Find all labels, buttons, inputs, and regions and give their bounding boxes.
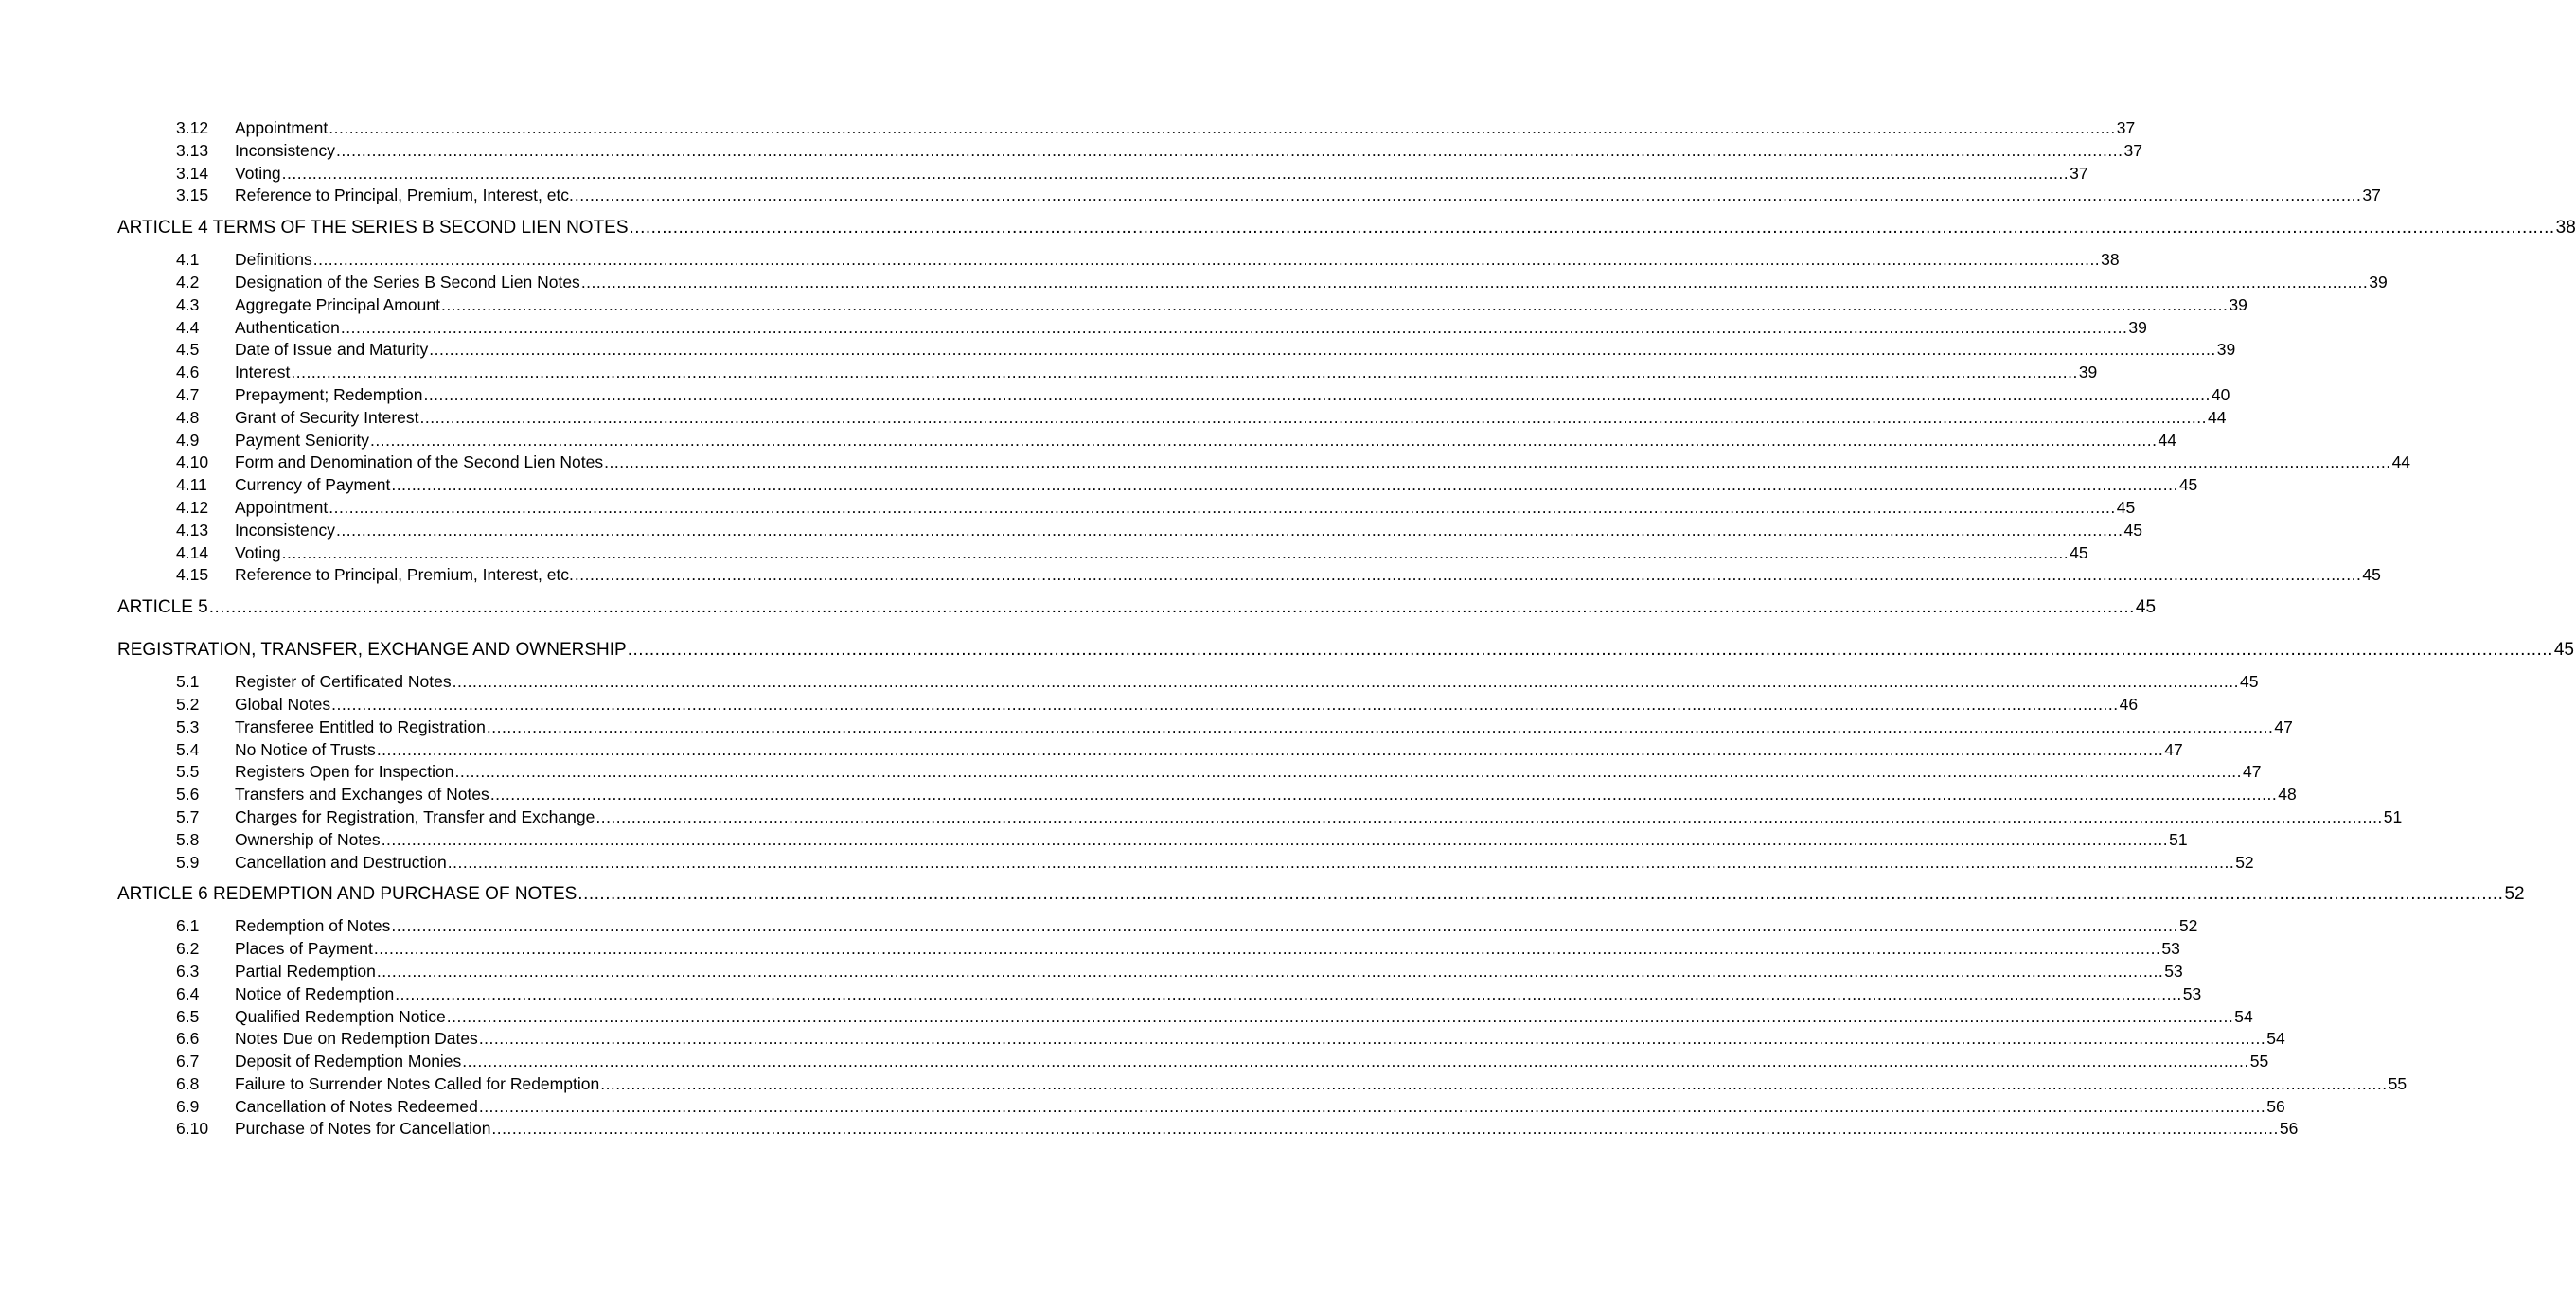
section-number: 5.1 [176,672,200,692]
toc-entry[interactable] [117,1118,2299,1141]
dot-leader [630,217,2555,239]
section-title: Payment Seniority [235,430,370,450]
dot-leader [313,249,2100,272]
section-number: 6.5 [176,1006,200,1026]
section-number: 3.13 [176,140,209,160]
section-number: 5.2 [176,694,200,714]
section-title: Failure to Surrender Notes Called for Redemption [235,1073,600,1093]
section-number: 6.8 [176,1073,200,1093]
toc-entry[interactable] [117,451,2411,474]
page-number: 39 [2369,272,2388,292]
page-number: 51 [2383,806,2403,826]
section-number: 5.6 [176,785,200,805]
dot-leader [382,829,2168,852]
toc-entry[interactable] [117,852,2254,875]
page-number: 47 [2164,739,2183,759]
section-number: 4.12 [176,497,209,517]
page-number: 39 [2128,317,2147,337]
toc-entry[interactable] [117,938,2180,961]
dot-leader [577,883,2503,906]
toc-entry[interactable] [117,1096,2285,1119]
section-number: 5.7 [176,806,200,826]
toc-entry[interactable] [117,1073,2407,1096]
article-title: ARTICLE 6 REDEMPTION AND PURCHASE OF NOTES [117,884,577,905]
toc-entry[interactable] [117,249,2120,272]
section-title: Inconsistency [235,520,336,540]
section-title: Designation of the Series B Second Lien Notes [235,272,580,292]
section-number: 3.12 [176,118,209,137]
section-title: Transfers and Exchanges of Notes [235,785,489,805]
page-number: 53 [2182,983,2202,1003]
page-number: 52 [2178,916,2198,936]
section-title: No Notice of Trusts [235,739,376,759]
section-title: Aggregate Principal Amount [235,294,440,314]
page-number: 37 [2070,163,2088,183]
section-title: Grant of Security Interest [235,407,419,427]
dot-leader [462,1051,2248,1073]
toc-entry[interactable] [117,915,2198,938]
section-title: Global Notes [235,694,331,714]
dot-leader [490,784,2277,806]
toc-entry[interactable] [117,564,2381,587]
dot-leader [600,1073,2387,1096]
section-title: Reference to Principal, Premium, Interest, etc. [235,186,574,205]
toc-entry[interactable] [117,983,2202,1006]
section-number: 4.10 [176,452,209,472]
dot-leader [455,761,2242,784]
toc-entry[interactable] [117,671,2259,694]
page-number: 55 [2249,1052,2269,1071]
section-number: 4.8 [176,407,200,427]
toc-entry[interactable] [117,384,2230,407]
dot-leader [595,806,2382,829]
section-number: 3.14 [176,163,209,183]
dot-leader [420,407,2207,430]
page-number: 45 [2362,565,2381,585]
section-number: 4.6 [176,363,200,382]
page-number: 56 [2279,1119,2299,1139]
section-number: 5.9 [176,852,200,872]
section-number: 4.5 [176,340,200,360]
page-number: 52 [2504,884,2525,905]
section-number: 5.5 [176,762,200,782]
page-number: 45 [2070,542,2088,562]
table-of-contents [117,117,2576,1141]
dot-leader [291,362,2077,384]
section-title: Cancellation and Destruction [235,852,447,872]
page-number: 37 [2123,140,2142,160]
section-title: Purchase of Notes for Cancellation [235,1119,491,1139]
section-number: 4.9 [176,430,200,450]
page-number: 37 [2116,118,2136,137]
section-number: 6.4 [176,983,200,1003]
toc-entry[interactable] [117,520,2142,542]
section-title: Authentication [235,317,340,337]
section-title: Partial Redemption [235,961,376,981]
page-number: 44 [2207,407,2227,427]
page-number: 45 [2135,597,2157,618]
toc-entry[interactable] [117,272,2388,294]
section-number: 4.15 [176,565,209,585]
dot-leader [377,961,2163,983]
page-number: 45 [2123,520,2142,540]
section-title: Transferee Entitled to Registration [235,717,486,736]
page-number: 53 [2164,961,2183,981]
dot-leader [423,384,2210,407]
toc-entry[interactable] [117,784,2297,806]
article-heading[interactable] [117,639,2574,662]
article-heading[interactable] [117,883,2525,906]
toc-entry[interactable] [117,961,2183,983]
section-title: Cancellation of Notes Redeemed [235,1096,478,1116]
toc-entry[interactable] [117,474,2198,497]
dot-leader [282,163,2069,186]
toc-entry[interactable] [117,163,2088,186]
dot-leader [331,694,2118,717]
section-number: 4.14 [176,542,209,562]
page-number: 39 [2216,340,2236,360]
dot-leader [628,639,2553,662]
page-number: 53 [2161,939,2180,959]
page-number: 38 [2101,250,2120,270]
dot-leader [377,739,2163,762]
toc-entry[interactable] [117,694,2139,717]
section-title: Voting [235,163,281,183]
dot-leader [575,564,2361,587]
section-number: 6.2 [176,939,200,959]
toc-entry[interactable] [117,185,2381,207]
dot-leader [448,852,2234,875]
page-number: 54 [2266,1029,2285,1049]
toc-entry[interactable] [117,497,2136,520]
dot-leader [282,542,2069,565]
page-number: 56 [2266,1096,2285,1116]
section-number: 4.13 [176,520,209,540]
page-number: 45 [2116,497,2136,517]
dot-leader [336,520,2123,542]
dot-leader [395,983,2181,1006]
dot-leader [341,317,2127,340]
toc-entry[interactable] [117,761,2262,784]
section-number: 4.1 [176,250,200,270]
page-number: 47 [2274,717,2293,736]
section-number: 6.7 [176,1052,200,1071]
dot-leader [391,474,2177,497]
article-heading[interactable] [117,596,2157,619]
page-number: 39 [2078,363,2098,382]
page-number: 46 [2119,694,2139,714]
toc-entry[interactable] [117,542,2088,565]
dot-leader [429,339,2215,362]
dot-leader [374,938,2160,961]
toc-entry[interactable] [117,117,2136,140]
toc-entry[interactable] [117,362,2098,384]
section-number: 6.9 [176,1096,200,1116]
section-title: Appointment [235,118,329,137]
section-title: Currency of Payment [235,475,391,495]
dot-leader [453,671,2239,694]
dot-leader [479,1028,2265,1051]
page-number: 54 [2234,1006,2253,1026]
toc-entry[interactable] [117,294,2247,317]
section-number: 4.7 [176,384,200,404]
page-number: 55 [2388,1073,2407,1093]
section-number: 5.4 [176,739,200,759]
article-title: REGISTRATION, TRANSFER, EXCHANGE AND OWNERSHIP [117,640,627,661]
section-title: Inconsistency [235,140,336,160]
section-title: Places of Payment [235,939,373,959]
section-number: 4.2 [176,272,200,292]
section-number: 4.11 [176,475,207,495]
section-number: 4.4 [176,317,200,337]
section-number: 6.10 [176,1119,209,1139]
article-heading[interactable] [117,217,2576,239]
page-number: 47 [2242,762,2262,782]
section-title: Deposit of Redemption Monies [235,1052,462,1071]
page-number: 51 [2169,829,2188,849]
page-number: 44 [2391,452,2411,472]
dot-leader [575,185,2361,207]
toc-entry[interactable] [117,1051,2269,1073]
article-title: ARTICLE 4 TERMS OF THE SERIES B SECOND LIEN NOTES [117,218,629,239]
dot-leader [447,1006,2233,1029]
section-number: 3.15 [176,186,209,205]
toc-entry[interactable] [117,717,2293,739]
dot-leader [209,596,2135,619]
page-number: 45 [2240,672,2259,692]
page-number: 40 [2211,384,2230,404]
section-title: Charges for Registration, Transfer and Exchange [235,806,595,826]
toc-entry[interactable] [117,430,2176,452]
dot-leader [370,430,2157,452]
section-title: Ownership of Notes [235,829,381,849]
section-title: Redemption of Notes [235,916,391,936]
section-number: 5.3 [176,717,200,736]
section-title: Registers Open for Inspection [235,762,454,782]
dot-leader [441,294,2228,317]
toc-entry[interactable] [117,806,2403,829]
section-title: Form and Denomination of the Second Lien Notes [235,452,604,472]
section-title: Notes Due on Redemption Dates [235,1029,478,1049]
dot-leader [487,717,2273,739]
page-number: 38 [2555,218,2576,239]
dot-leader [491,1118,2278,1141]
section-title: Reference to Principal, Premium, Interest, etc. [235,565,574,585]
section-number: 6.6 [176,1029,200,1049]
page-number: 52 [2235,852,2254,872]
section-title: Definitions [235,250,312,270]
dot-leader [329,117,2115,140]
article-title: ARTICLE 5 [117,597,208,618]
page-number: 45 [2178,475,2198,495]
section-title: Voting [235,542,281,562]
toc-entry[interactable] [117,829,2188,852]
toc-entry[interactable] [117,407,2227,430]
section-number: 6.3 [176,961,200,981]
section-title: Prepayment; Redemption [235,384,423,404]
dot-leader [479,1096,2265,1119]
page-number: 44 [2158,430,2176,450]
toc-entry[interactable] [117,1006,2253,1029]
page-number: 48 [2278,785,2297,805]
toc-entry[interactable] [117,140,2142,163]
toc-entry[interactable] [117,739,2183,762]
dot-leader [604,451,2390,474]
page-number: 45 [2553,640,2574,661]
dot-leader [329,497,2115,520]
section-title: Register of Certificated Notes [235,672,452,692]
toc-entry[interactable] [117,317,2147,340]
section-title: Notice of Redemption [235,983,395,1003]
section-title: Qualified Redemption Notice [235,1006,446,1026]
section-number: 6.1 [176,916,200,936]
dot-leader [581,272,2368,294]
toc-entry[interactable] [117,339,2236,362]
section-number: 4.3 [176,294,200,314]
section-title: Interest [235,363,291,382]
dot-leader [391,915,2177,938]
section-title: Date of Issue and Maturity [235,340,429,360]
section-number: 5.8 [176,829,200,849]
page-number: 37 [2362,186,2381,205]
toc-entry[interactable] [117,1028,2285,1051]
section-title: Appointment [235,497,329,517]
dot-leader [336,140,2123,163]
page-number: 39 [2229,294,2247,314]
